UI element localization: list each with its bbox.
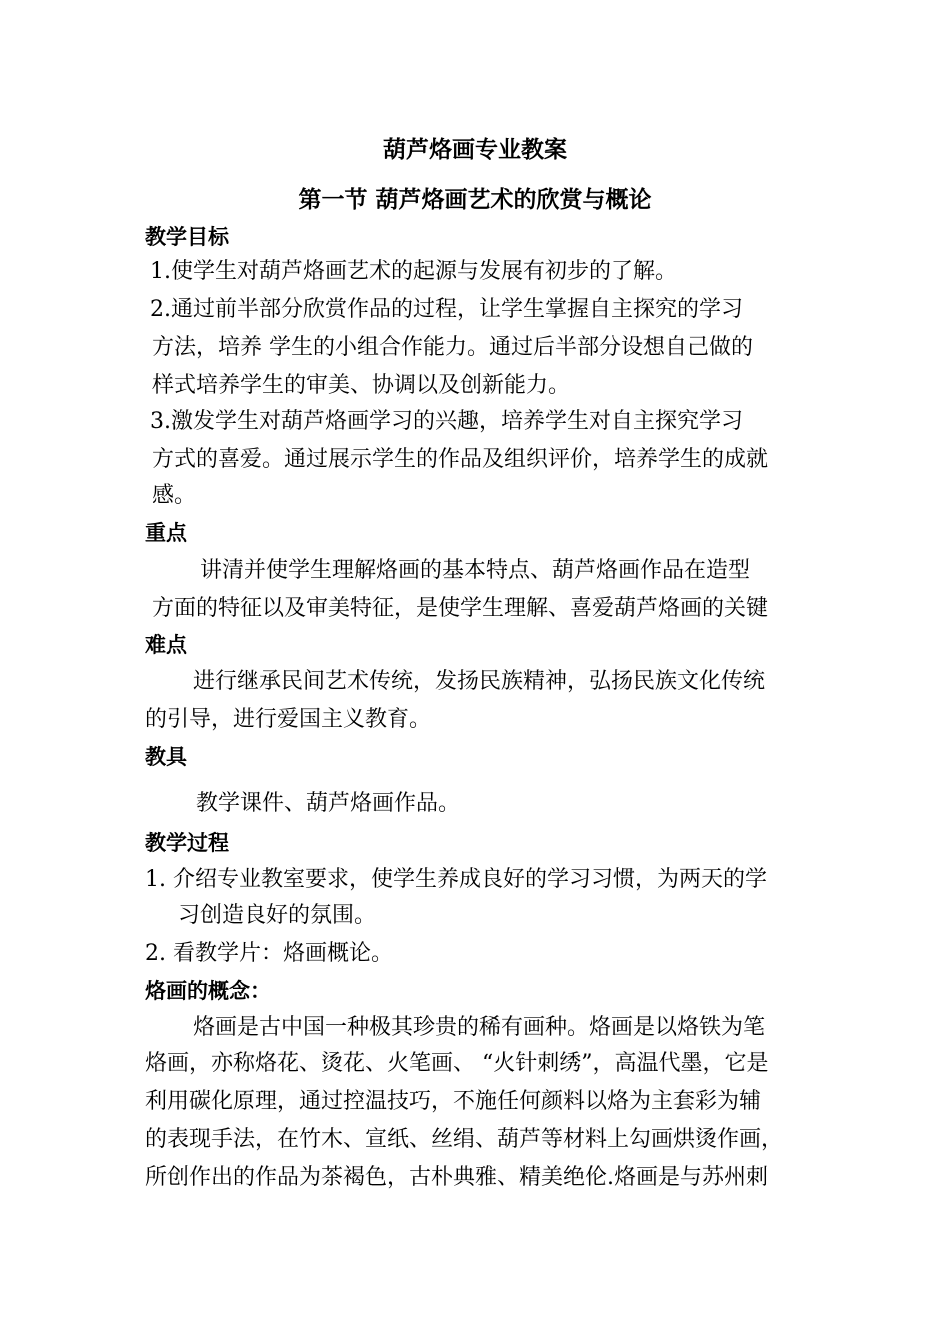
objectives-line: 3.激发学生对葫芦烙画学习的兴趣，培养学生对自主探究学习 bbox=[150, 409, 743, 434]
concept-line: 的表现手法，在竹木、宣纸、丝绢、葫芦等材料上勾画烘烫作画， bbox=[145, 1127, 784, 1152]
process-heading: 教学过程 bbox=[145, 831, 229, 855]
key-points-line: 讲清并使学生理解烙画的基本特点、葫芦烙画作品在造型 bbox=[200, 558, 751, 583]
concept-line: 所创作出的作品为茶褐色，古朴典雅、精美绝伦.烙画是与苏州刺 bbox=[145, 1165, 768, 1190]
difficulties-line: 进行继承民间艺术传统，发扬民族精神，弘扬民族文化传统 bbox=[193, 669, 766, 694]
key-points-heading: 重点 bbox=[145, 521, 187, 545]
difficulties-heading: 难点 bbox=[145, 633, 187, 657]
section-title: 第一节 葫芦烙画艺术的欣赏与概论 bbox=[298, 187, 652, 213]
objectives-line: 方法，培养 学生的小组合作能力。通过后半部分设想自己做的 bbox=[152, 335, 753, 360]
concept-line: 利用碳化原理，通过控温技巧，不施任何颜料以烙为主套彩为辅 bbox=[145, 1089, 762, 1114]
tools-line: 教学课件、葫芦烙画作品。 bbox=[196, 791, 461, 816]
document-title: 葫芦烙画专业教案 bbox=[383, 137, 567, 163]
concept-line: 烙画，亦称烙花、烫花、火笔画、 “火针刺绣”，高温代墨，它是 bbox=[145, 1051, 769, 1076]
process-line: 1. 介绍专业教室要求，使学生养成良好的学习习惯，为两天的学 bbox=[145, 867, 767, 892]
process-line: 2. 看教学片：烙画概论。 bbox=[145, 941, 393, 966]
key-points-line: 方面的特征以及审美特征，是使学生理解、喜爱葫芦烙画的关键 bbox=[152, 596, 769, 621]
objectives-line: 样式培养学生的审美、协调以及创新能力。 bbox=[152, 373, 571, 398]
concept-heading: 烙画的概念： bbox=[145, 979, 271, 1003]
difficulties-line: 的引导，进行爱国主义教育。 bbox=[145, 707, 432, 732]
objectives-line: 2.通过前半部分欣赏作品的过程，让学生掌握自主探究的学习 bbox=[150, 297, 743, 322]
tools-heading: 教具 bbox=[145, 745, 187, 769]
process-line: 习创造良好的氛围。 bbox=[178, 903, 377, 928]
objectives-line: 方式的喜爱。通过展示学生的作品及组织评价，培养学生的成就 bbox=[152, 447, 769, 472]
objectives-heading: 教学目标 bbox=[145, 225, 229, 249]
objectives-line: 感。 bbox=[152, 483, 197, 508]
concept-line: 烙画是古中国一种极其珍贵的稀有画种。烙画是以烙铁为笔 bbox=[193, 1015, 766, 1040]
objectives-line: 1.使学生对葫芦烙画艺术的起源与发展有初步的了解。 bbox=[150, 259, 677, 284]
